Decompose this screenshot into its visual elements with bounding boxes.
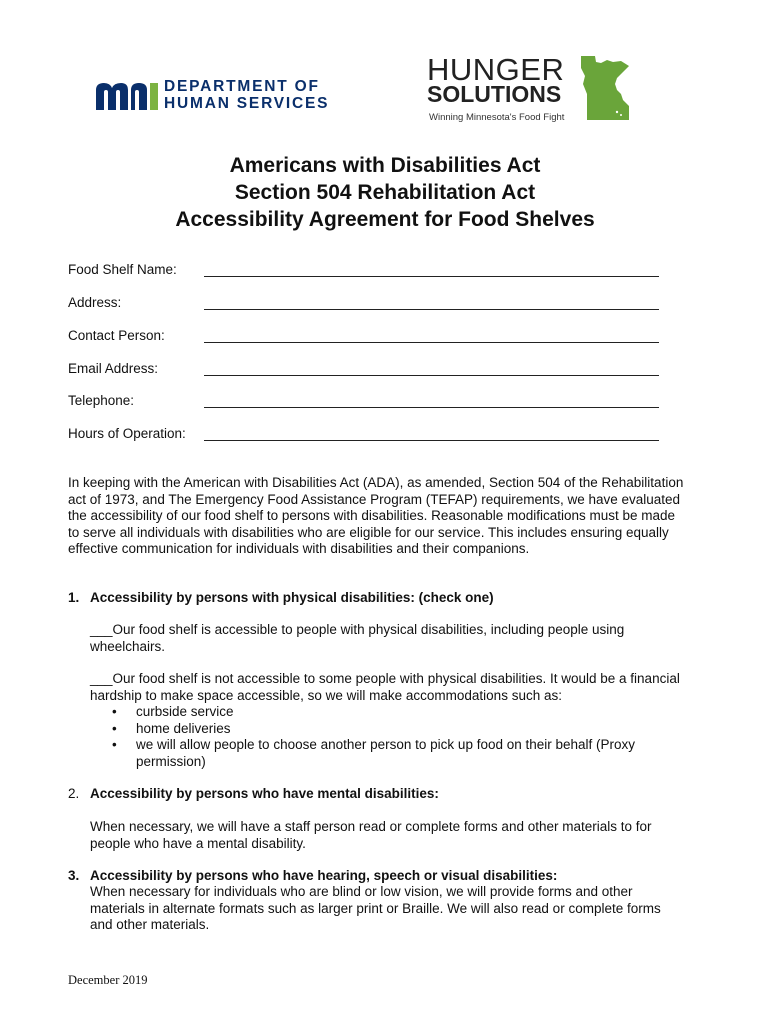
field-telephone bbox=[68, 393, 668, 413]
list-item bbox=[112, 737, 712, 770]
title-line3: Accessibility Agreement for Food Shelves bbox=[175, 208, 595, 231]
body-line: When necessary for individuals who are blind or low vision, we will provide forms and other bbox=[90, 884, 633, 899]
dhs-line2: HUMAN SERVICES bbox=[164, 95, 330, 112]
fill-in-line[interactable] bbox=[204, 440, 659, 441]
title-line1: Americans with Disabilities Act bbox=[229, 154, 541, 177]
hs-hunger-text: HUNGER bbox=[427, 52, 565, 87]
fill-in-line[interactable] bbox=[204, 309, 659, 310]
section-3-body bbox=[90, 884, 710, 934]
field-hours-of-operation bbox=[68, 426, 668, 446]
option-line: wheelchairs. bbox=[90, 638, 166, 654]
hunger-solutions-logo bbox=[427, 54, 642, 130]
option-not-accessible bbox=[90, 671, 710, 704]
section-2-body bbox=[90, 819, 710, 852]
fill-in-line[interactable] bbox=[204, 342, 659, 343]
field-label: Contact Person: bbox=[68, 328, 165, 343]
bullet-icon: • bbox=[112, 737, 117, 752]
body-line: When necessary, we will have a staff person read or complete forms and other materials to for bbox=[90, 819, 652, 834]
hs-solutions-text: SOLUTIONS bbox=[427, 81, 562, 107]
list-item-text: home deliveries bbox=[136, 720, 231, 736]
hs-tagline: Winning Minnesota's Food Fight bbox=[429, 112, 565, 123]
field-label: Hours of Operation: bbox=[68, 426, 186, 441]
list-item-text: we will allow people to choose another person to pick up food on their behalf (Proxy bbox=[136, 737, 636, 752]
option-line: ___Our food shelf is not accessible to some people with physical disabilities. It would be a financial bbox=[90, 671, 680, 686]
option-line: ___Our food shelf is accessible to people with physical disabilities, including people using bbox=[90, 622, 625, 637]
intro-line: In keeping with the American with Disabilities Act (ADA), as amended, Section 504 of the Rehabilitation bbox=[68, 475, 684, 490]
section-heading: Accessibility by persons who have hearing, speech or visual disabilities: bbox=[90, 868, 558, 883]
dhs-wordmark bbox=[164, 78, 329, 112]
dhs-mn-mark-icon bbox=[94, 80, 160, 112]
title-line2: Section 504 Rehabilitation Act bbox=[234, 181, 536, 204]
list-item-text: curbside service bbox=[136, 704, 234, 719]
fill-in-line[interactable] bbox=[204, 276, 659, 277]
section-number: 2. bbox=[68, 786, 80, 801]
field-address bbox=[68, 295, 668, 315]
list-item bbox=[112, 704, 712, 721]
body-line: people who have a mental disability. bbox=[90, 835, 306, 851]
intro-paragraph bbox=[68, 475, 708, 558]
field-email-address bbox=[68, 361, 668, 381]
fill-in-line[interactable] bbox=[204, 375, 659, 376]
bullet-icon: • bbox=[112, 720, 117, 736]
field-label: Food Shelf Name: bbox=[68, 262, 177, 277]
intro-line: act of 1973, and The Emergency Food Assistance Program (TEFAP) requirements, we have evaluated bbox=[68, 491, 681, 507]
minnesota-map-icon bbox=[577, 54, 637, 124]
section-heading: Accessibility by persons who have mental disabilities: bbox=[90, 786, 439, 801]
dhs-line1: DEPARTMENT OF bbox=[164, 78, 320, 95]
fill-in-line[interactable] bbox=[204, 407, 659, 408]
field-label: Telephone: bbox=[68, 393, 135, 408]
field-label: Address: bbox=[68, 295, 122, 310]
option-accessible bbox=[90, 622, 710, 655]
option-line: hardship to make space accessible, so we will make accommodations such as: bbox=[90, 687, 562, 703]
body-line: and other materials. bbox=[90, 917, 210, 932]
field-food-shelf-name bbox=[68, 262, 668, 282]
field-contact-person bbox=[68, 328, 668, 348]
section-heading: Accessibility by persons with physical disabilities: (check one) bbox=[90, 590, 494, 605]
document-title bbox=[0, 152, 770, 233]
bullet-icon: • bbox=[112, 704, 117, 719]
section-number: 3. bbox=[68, 868, 80, 883]
list-item-continuation: permission) bbox=[136, 753, 206, 769]
intro-line: effective communication for individuals with disabilities and their companions. bbox=[68, 541, 530, 556]
list-item bbox=[112, 721, 712, 738]
intro-line: to serve all individuals with disabilities who are eligible for our service. This includes ensuring equally bbox=[68, 524, 669, 540]
footer-date: December 2019 bbox=[68, 973, 148, 987]
intro-line: the accessibility of our food shelf to persons with disabilities. Reasonable modifications must be made bbox=[68, 508, 676, 523]
body-line: materials in alternate formats such as larger print or Braille. We will also read or complete forms bbox=[90, 900, 661, 916]
field-label: Email Address: bbox=[68, 361, 159, 376]
section-number: 1. bbox=[68, 590, 80, 605]
accommodations-list bbox=[112, 704, 712, 770]
dhs-logo bbox=[94, 76, 344, 116]
